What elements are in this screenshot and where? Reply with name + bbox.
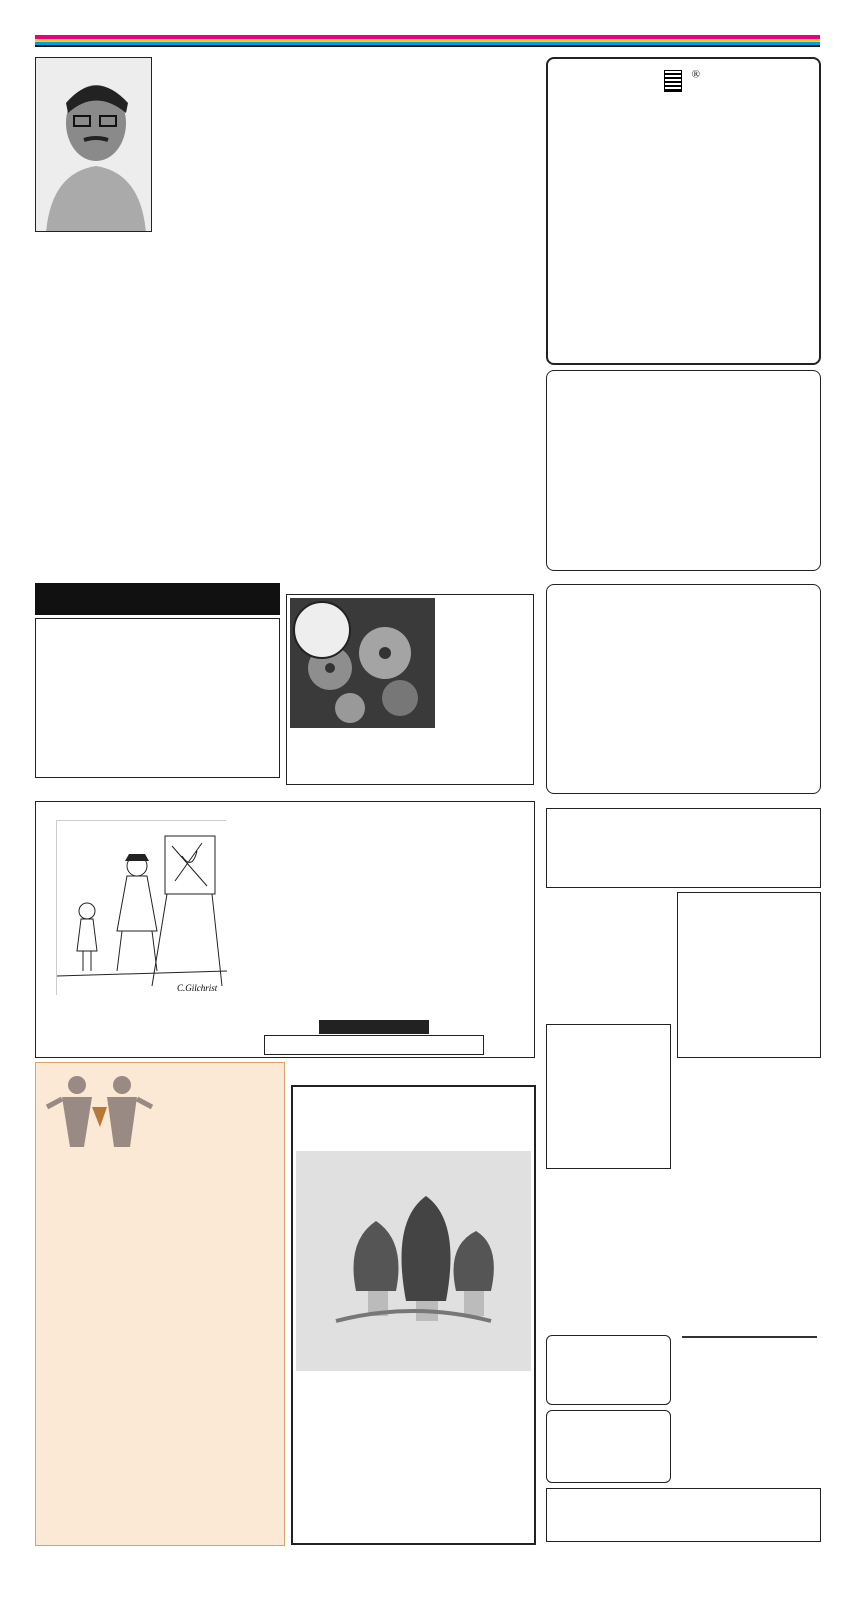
todays-word-box[interactable] <box>264 1035 484 1055</box>
cryptoquote-answer <box>546 1410 671 1483</box>
author-photo <box>35 57 152 232</box>
bible-trivia-answers <box>546 1488 821 1542</box>
scramblers-cartoon <box>56 820 226 995</box>
seeds-of-hope-logo <box>42 1067 158 1182</box>
letter-box-answer <box>546 1024 671 1169</box>
king-crossword-answer <box>677 1332 821 1487</box>
article-column-4 <box>420 88 542 584</box>
people-icon <box>42 1067 158 1157</box>
puzzle-answers-header <box>546 808 821 888</box>
cryptoquote-panel <box>546 584 821 794</box>
todays-word-label <box>319 1020 429 1034</box>
wishing-well-panel <box>546 57 821 365</box>
stickeler-panel <box>35 618 280 778</box>
article-column-2 <box>160 88 285 584</box>
article-column-1 <box>35 298 152 585</box>
puzzles4kids-answer <box>546 892 671 1017</box>
cryptoquip-panel <box>546 370 821 571</box>
well-icon <box>664 70 682 92</box>
mushroom-poster <box>296 1151 531 1371</box>
black-bar <box>35 45 820 47</box>
movie-titles-answer <box>546 1174 671 1329</box>
svg-text:C.Gilchrist: C.Gilchrist <box>177 983 218 993</box>
garden-bug-logo <box>293 601 351 659</box>
seeds-of-hope-panel <box>35 1062 285 1546</box>
fear-not-answer <box>677 892 821 1058</box>
mushroom-festival-panel <box>291 1085 536 1545</box>
cryptoquip-answer <box>546 1335 671 1405</box>
scramblers-panel <box>35 801 535 1058</box>
even-exchange-answer <box>677 1062 821 1174</box>
sudoku-answer <box>677 1175 821 1327</box>
stickeler-banner <box>35 583 280 615</box>
wishing-well-title: ® <box>548 64 819 94</box>
article-column-3 <box>291 88 415 584</box>
garden-bug-panel <box>286 594 534 785</box>
